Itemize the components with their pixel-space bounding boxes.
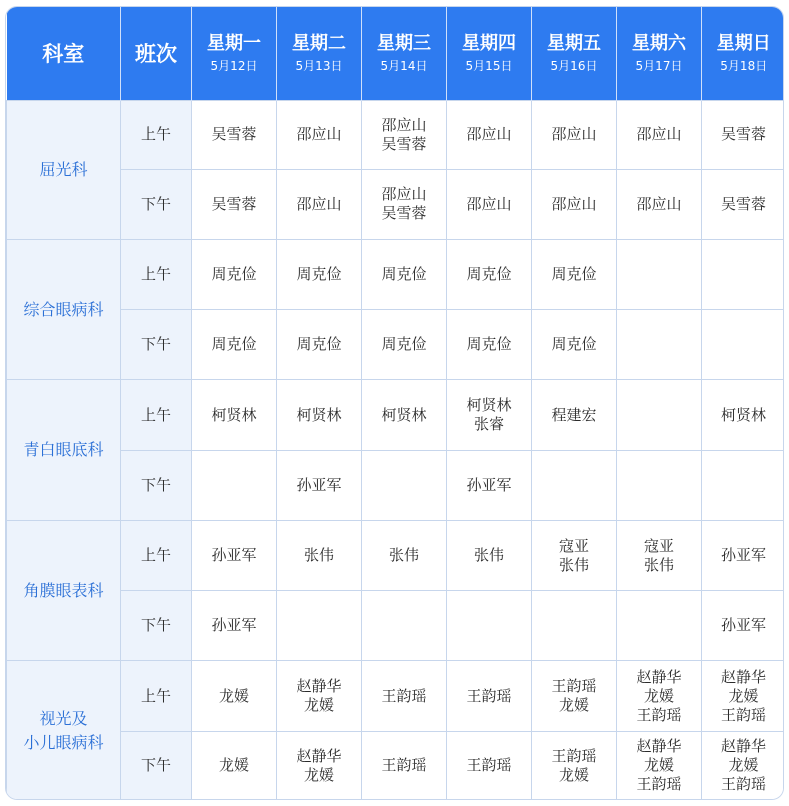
doctor-name: 王韵瑶 [551, 746, 597, 765]
doctor-name: 柯贤林 [466, 396, 512, 415]
doctor-name: 张伟 [643, 555, 674, 574]
department-name [7, 100, 121, 239]
shift-label: 上午 [121, 380, 192, 450]
schedule-cell [702, 310, 785, 380]
department-name-line: 屈光科 [39, 159, 88, 179]
schedule-cell [702, 591, 785, 661]
schedule-row [7, 520, 785, 590]
schedule-cell [617, 731, 702, 800]
shift-label: 下午 [121, 169, 192, 239]
department-name [7, 661, 121, 800]
doctor-name: 邵应山 [381, 115, 427, 134]
doctor-name: 吴雪蓉 [720, 125, 766, 144]
doctor-name: 赵静华 [296, 746, 342, 765]
day-date: 5月13日 [295, 58, 343, 73]
doctor-name: 龙媛 [728, 756, 759, 775]
doctor-name: 吴雪蓉 [381, 134, 427, 153]
day-name: 星期日 [716, 32, 771, 54]
schedule-cell [362, 450, 447, 520]
doctor-name: 孙亚军 [466, 475, 512, 494]
schedule-cell [277, 100, 362, 169]
doctor-name: 邵应山 [466, 125, 512, 144]
schedule-cell [702, 731, 785, 800]
day-name: 星期二 [292, 32, 346, 54]
doctor-name: 张睿 [473, 415, 504, 434]
doctor-name: 柯贤林 [296, 405, 342, 424]
doctor-name: 王韵瑶 [466, 756, 512, 775]
schedule-cell [532, 520, 617, 590]
schedule-cell [447, 591, 532, 661]
schedule-cell [277, 661, 362, 731]
doctor-name: 龙媛 [643, 686, 674, 705]
schedule-cell [617, 380, 702, 450]
schedule-cell [532, 591, 617, 661]
doctor-name: 赵静华 [296, 677, 342, 696]
schedule-cell [702, 169, 785, 239]
shift-label: 上午 [121, 239, 192, 309]
doctor-name: 柯贤林 [720, 405, 766, 424]
schedule-cell [617, 100, 702, 169]
day-date: 5月15日 [465, 58, 513, 73]
doctor-name: 吴雪蓉 [381, 204, 427, 223]
schedule-cell [192, 100, 277, 169]
doctor-name: 邵应山 [296, 194, 342, 213]
schedule-cell [362, 591, 447, 661]
schedule-cell [617, 520, 702, 590]
doctor-name: 赵静华 [636, 737, 682, 756]
day-date: 5月18日 [720, 58, 768, 73]
day-header [702, 7, 785, 100]
schedule-cell [447, 450, 532, 520]
schedule-cell [277, 310, 362, 380]
dept-header: 科室 [7, 7, 121, 100]
schedule-cell [192, 380, 277, 450]
shift-label: 上午 [121, 100, 192, 169]
schedule-cell [702, 100, 785, 169]
schedule-cell [617, 239, 702, 309]
doctor-name: 柯贤林 [381, 405, 427, 424]
schedule-row [7, 450, 785, 520]
doctor-name: 周克俭 [296, 335, 342, 354]
schedule-cell [532, 310, 617, 380]
doctor-name: 周克俭 [381, 265, 427, 284]
schedule-cell [192, 450, 277, 520]
doctor-name: 邵应山 [636, 125, 682, 144]
doctor-name: 赵静华 [636, 667, 682, 686]
department-name-line: 青白眼底科 [23, 440, 104, 460]
doctor-name: 张伟 [388, 546, 419, 565]
shift-label: 下午 [121, 731, 192, 800]
department-name [7, 520, 121, 661]
doctor-name: 王韵瑶 [636, 775, 682, 794]
schedule-cell [447, 239, 532, 309]
schedule-cell [702, 520, 785, 590]
department-name-line: 视光及 [39, 708, 88, 728]
schedule-cell [447, 380, 532, 450]
doctor-name: 邵应山 [551, 194, 597, 213]
schedule-row [7, 169, 785, 239]
schedule-cell [532, 380, 617, 450]
schedule-row [7, 100, 785, 169]
department-name [7, 380, 121, 521]
schedule-cell [277, 450, 362, 520]
doctor-name: 吴雪蓉 [211, 194, 257, 213]
doctor-name: 龙媛 [558, 696, 589, 715]
schedule-cell [192, 169, 277, 239]
department-name-line: 小儿眼病科 [23, 732, 104, 752]
schedule-table [6, 7, 784, 800]
doctor-name: 王韵瑶 [381, 686, 427, 705]
doctor-name: 张伟 [558, 555, 589, 574]
schedule-row [7, 661, 785, 731]
schedule-cell [702, 450, 785, 520]
schedule-cell [532, 100, 617, 169]
doctor-name: 孙亚军 [720, 546, 766, 565]
schedule-cell [362, 520, 447, 590]
doctor-name: 周克俭 [211, 335, 257, 354]
schedule-cell [192, 661, 277, 731]
doctor-name: 吴雪蓉 [211, 125, 257, 144]
doctor-name: 龙媛 [643, 756, 674, 775]
doctor-name: 王韵瑶 [636, 705, 682, 724]
schedule-cell [702, 380, 785, 450]
schedule-cell [447, 661, 532, 731]
doctor-name: 程建宏 [551, 405, 597, 424]
day-date: 5月14日 [380, 58, 428, 73]
department-name-line: 角膜眼表科 [23, 580, 104, 600]
shift-label: 上午 [121, 520, 192, 590]
schedule-cell [617, 591, 702, 661]
doctor-name: 周克俭 [551, 335, 597, 354]
doctor-name: 张伟 [473, 546, 504, 565]
day-header [192, 7, 277, 100]
schedule-cell [617, 310, 702, 380]
day-date: 5月12日 [210, 58, 258, 73]
schedule-cell [277, 169, 362, 239]
day-name: 星期六 [632, 32, 686, 54]
schedule-cell [192, 520, 277, 590]
doctor-name: 王韵瑶 [466, 686, 512, 705]
day-date: 5月17日 [635, 58, 683, 73]
department-name-line: 综合眼病科 [23, 299, 104, 319]
schedule-cell [362, 100, 447, 169]
schedule-cell [362, 239, 447, 309]
schedule-cell [447, 731, 532, 800]
schedule-cell [532, 450, 617, 520]
shift-label: 下午 [121, 310, 192, 380]
doctor-name: 龙媛 [218, 686, 249, 705]
day-header [277, 7, 362, 100]
doctor-name: 张伟 [303, 546, 334, 565]
doctor-name: 龙媛 [558, 765, 589, 784]
schedule-cell [362, 380, 447, 450]
schedule-cell [192, 310, 277, 380]
schedule-row [7, 380, 785, 450]
doctor-name: 邵应山 [551, 125, 597, 144]
schedule-row [7, 591, 785, 661]
doctor-name: 龙媛 [728, 686, 759, 705]
schedule-cell [447, 310, 532, 380]
schedule-card [5, 6, 784, 800]
schedule-cell [277, 520, 362, 590]
doctor-name: 周克俭 [466, 335, 512, 354]
doctor-name: 赵静华 [720, 667, 766, 686]
schedule-cell [447, 100, 532, 169]
schedule-cell [532, 169, 617, 239]
schedule-cell [532, 661, 617, 731]
schedule-cell [192, 731, 277, 800]
shift-header: 班次 [121, 7, 192, 100]
doctor-name: 孙亚军 [211, 616, 257, 635]
doctor-name: 赵静华 [720, 737, 766, 756]
doctor-name: 邵应山 [636, 194, 682, 213]
schedule-cell [702, 239, 785, 309]
header-row [7, 7, 785, 100]
day-name: 星期四 [462, 32, 516, 54]
schedule-cell [277, 380, 362, 450]
doctor-name: 柯贤林 [211, 405, 257, 424]
schedule-cell [532, 239, 617, 309]
schedule-cell [192, 591, 277, 661]
schedule-cell [362, 731, 447, 800]
day-name: 星期一 [207, 32, 261, 54]
doctor-name: 邵应山 [466, 194, 512, 213]
shift-label: 上午 [121, 661, 192, 731]
doctor-name: 孙亚军 [211, 546, 257, 565]
shift-label: 下午 [121, 591, 192, 661]
doctor-name: 周克俭 [381, 335, 427, 354]
doctor-name: 周克俭 [466, 265, 512, 284]
doctor-name: 龙媛 [218, 756, 249, 775]
doctor-name: 龙媛 [303, 765, 334, 784]
day-date: 5月16日 [550, 58, 598, 73]
doctor-name: 王韵瑶 [551, 677, 597, 696]
schedule-cell [277, 731, 362, 800]
doctor-name: 寇亚 [558, 536, 589, 555]
doctor-name: 邵应山 [296, 125, 342, 144]
schedule-cell [192, 239, 277, 309]
doctor-name: 王韵瑶 [381, 756, 427, 775]
schedule-cell [277, 239, 362, 309]
schedule-cell [532, 731, 617, 800]
doctor-name: 邵应山 [381, 185, 427, 204]
doctor-name: 孙亚军 [296, 475, 342, 494]
doctor-name: 吴雪蓉 [720, 194, 766, 213]
schedule-cell [447, 520, 532, 590]
schedule-row [7, 731, 785, 800]
schedule-cell [362, 310, 447, 380]
doctor-name: 周克俭 [211, 265, 257, 284]
schedule-cell [362, 661, 447, 731]
shift-label: 下午 [121, 450, 192, 520]
schedule-cell [277, 591, 362, 661]
doctor-name: 周克俭 [551, 265, 597, 284]
schedule-cell [617, 450, 702, 520]
day-header [362, 7, 447, 100]
doctor-name: 龙媛 [303, 696, 334, 715]
schedule-cell [617, 169, 702, 239]
day-name: 星期三 [377, 32, 431, 54]
doctor-name: 孙亚军 [720, 616, 766, 635]
day-name: 星期五 [547, 32, 601, 54]
schedule-row [7, 239, 785, 309]
schedule-body [7, 100, 785, 800]
day-header [447, 7, 532, 100]
schedule-cell [447, 169, 532, 239]
doctor-name: 寇亚 [643, 536, 674, 555]
day-header [532, 7, 617, 100]
schedule-row [7, 310, 785, 380]
doctor-name: 周克俭 [296, 265, 342, 284]
day-header [617, 7, 702, 100]
schedule-cell [617, 661, 702, 731]
schedule-cell [702, 661, 785, 731]
department-name [7, 239, 121, 380]
doctor-name: 王韵瑶 [720, 775, 766, 794]
doctor-name: 王韵瑶 [720, 705, 766, 724]
schedule-cell [362, 169, 447, 239]
